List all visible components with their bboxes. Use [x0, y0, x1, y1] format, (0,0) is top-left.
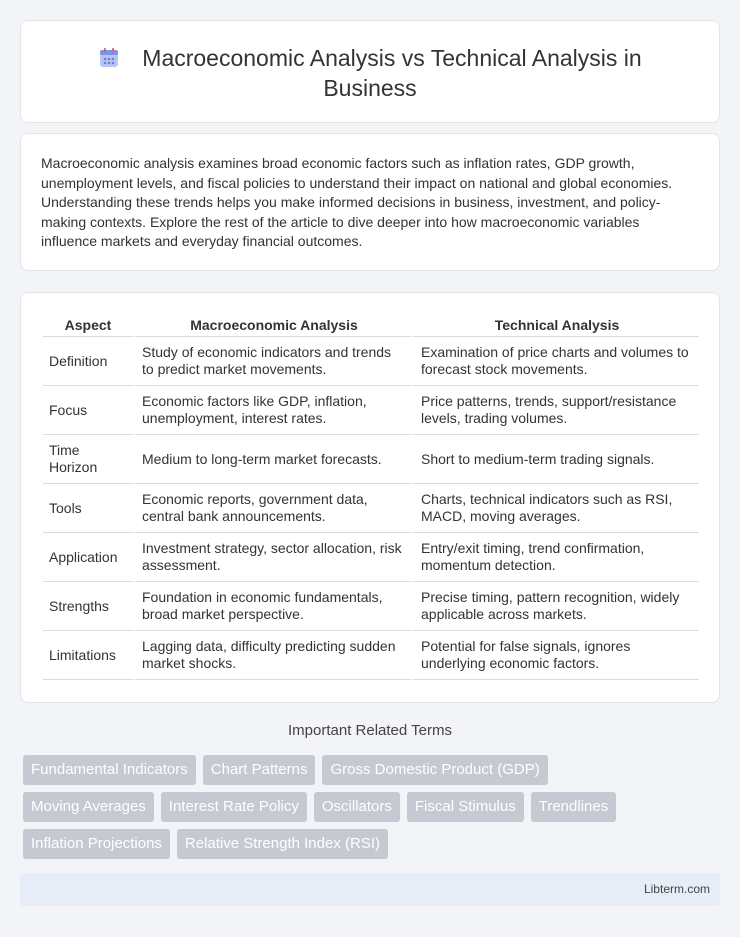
- intro-paragraph: Macroeconomic analysis examines broad economic factors such as inflation rates, GDP growth, unemployment levels, and fiscal policies to understand their impact on national and global economies. Understanding these trends helps you make informed decisions in business, investment, and policy-making contexts. Explore the rest of the article to dive deeper into how macroeconomic variables influence markets and everyday financial outcomes.: [41, 155, 673, 249]
- row-macroeconomic: Foundation in economic fundamentals, broad market perspective.: [133, 582, 412, 631]
- intro-card: [20, 133, 720, 271]
- row-aspect: Strengths: [43, 582, 133, 631]
- row-aspect: Limitations: [43, 631, 133, 680]
- tag-chart-patterns[interactable]: Chart Patterns: [203, 755, 316, 785]
- row-aspect: Tools: [43, 484, 133, 533]
- table-row: [43, 582, 699, 631]
- row-aspect: Application: [43, 533, 133, 582]
- row-technical: Precise timing, pattern recognition, widely applicable across markets.: [412, 582, 699, 631]
- row-macroeconomic: Investment strategy, sector allocation, risk assessment.: [133, 533, 412, 582]
- calendar-icon: [98, 47, 120, 69]
- row-technical: Short to medium-term trading signals.: [412, 435, 699, 484]
- tag-gdp[interactable]: Gross Domestic Product (GDP): [322, 755, 547, 785]
- header-card: [20, 20, 720, 123]
- related-terms-list: [23, 755, 723, 866]
- table-row: [43, 533, 699, 582]
- row-technical: Charts, technical indicators such as RSI, MACD, moving averages.: [412, 484, 699, 533]
- footer: [20, 873, 720, 906]
- tag-inflation-projections[interactable]: Inflation Projections: [23, 829, 170, 859]
- title-line-2: Business: [323, 75, 417, 101]
- row-technical: Entry/exit timing, trend confirmation, momentum detection.: [412, 533, 699, 582]
- row-technical: Examination of price charts and volumes to forecast stock movements.: [412, 337, 699, 386]
- row-technical: Price patterns, trends, support/resistance levels, trading volumes.: [412, 386, 699, 435]
- title-line-1: Macroeconomic Analysis vs Technical Analysis in: [142, 45, 642, 71]
- footer-site-link[interactable]: Libterm.com: [643, 882, 710, 896]
- table-row: [43, 435, 699, 484]
- tag-rsi[interactable]: Relative Strength Index (RSI): [177, 829, 388, 859]
- row-macroeconomic: Economic reports, government data, central bank announcements.: [133, 484, 412, 533]
- header-technical: Technical Analysis: [412, 315, 699, 337]
- tag-moving-averages[interactable]: Moving Averages: [23, 792, 154, 822]
- related-terms-title: Important Related Terms: [288, 722, 452, 739]
- table-row: [43, 337, 699, 386]
- tag-trendlines[interactable]: Trendlines: [531, 792, 616, 822]
- table-row: [43, 484, 699, 533]
- row-macroeconomic: Economic factors like GDP, inflation, unemployment, interest rates.: [133, 386, 412, 435]
- comparison-table-card: [20, 292, 720, 703]
- tag-interest-rate-policy[interactable]: Interest Rate Policy: [161, 792, 307, 822]
- row-macroeconomic: Study of economic indicators and trends to predict market movements.: [133, 337, 412, 386]
- row-aspect: Definition: [43, 337, 133, 386]
- tag-fiscal-stimulus[interactable]: Fiscal Stimulus: [407, 792, 524, 822]
- table-row: [43, 631, 699, 680]
- row-aspect: Time Horizon: [43, 435, 133, 484]
- row-macroeconomic: Medium to long-term market forecasts.: [133, 435, 412, 484]
- table-row: [43, 386, 699, 435]
- page-title: [21, 43, 719, 103]
- table-header-row: [43, 315, 699, 337]
- header-aspect: Aspect: [43, 315, 133, 337]
- row-aspect: Focus: [43, 386, 133, 435]
- tag-oscillators[interactable]: Oscillators: [314, 792, 400, 822]
- header-macroeconomic: Macroeconomic Analysis: [133, 315, 412, 337]
- comparison-table: [43, 315, 699, 680]
- row-technical: Potential for false signals, ignores underlying economic factors.: [412, 631, 699, 680]
- row-macroeconomic: Lagging data, difficulty predicting sudden market shocks.: [133, 631, 412, 680]
- tag-fundamental-indicators[interactable]: Fundamental Indicators: [23, 755, 196, 785]
